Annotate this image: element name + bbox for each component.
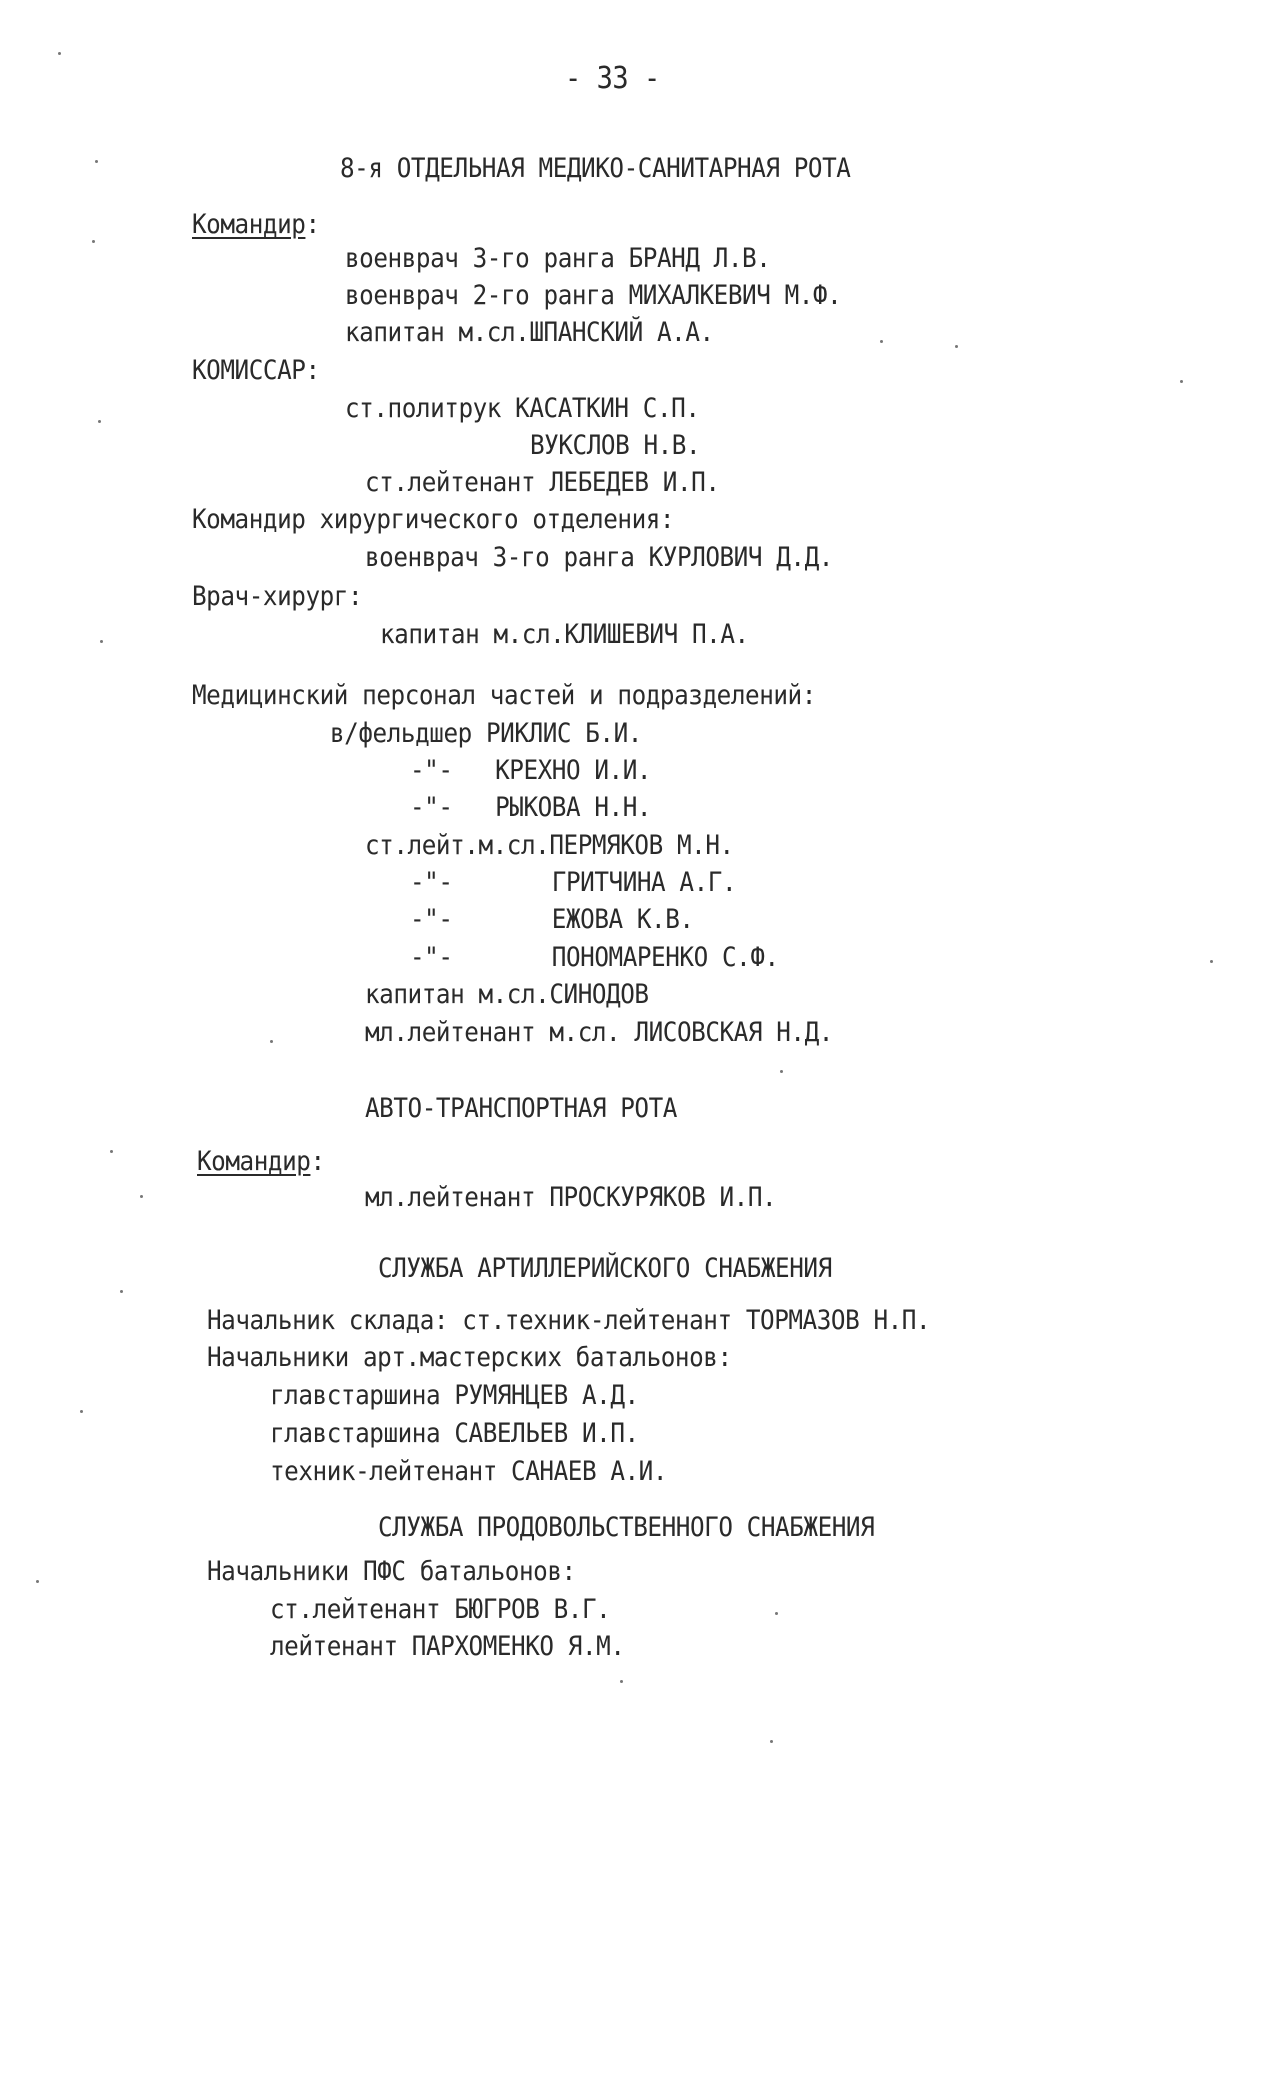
commissar-line: ст.лейтенант ЛЕБЕДЕВ И.П. <box>365 467 720 498</box>
food-head-line: лейтенант ПАРХОМЕНКО Я.М. <box>270 1631 625 1662</box>
scan-speck <box>140 1195 143 1198</box>
personnel-line: -"- ЕЖОВА К.В. <box>410 904 694 935</box>
scan-speck <box>955 345 958 348</box>
scan-speck <box>98 420 101 423</box>
transport-commander-label: Командир: <box>197 1146 325 1177</box>
page-number: - 33 - <box>565 61 660 96</box>
workshop-head-line: главстаршина САВЕЛЬЕВ И.П. <box>270 1418 639 1449</box>
scan-speck <box>620 1680 623 1683</box>
food-heads-label: Начальники ПФС батальонов: <box>207 1556 576 1587</box>
transport-commander-line: мл.лейтенант ПРОСКУРЯКОВ И.П. <box>365 1182 777 1213</box>
personnel-line: -"- ПОНОМАРЕНКО С.Ф. <box>410 942 779 973</box>
commissar-label: КОМИССАР: <box>192 355 320 386</box>
scan-speck <box>36 1580 39 1583</box>
commander-line: военврач 3-го ранга БРАНД Л.В. <box>345 243 771 274</box>
scan-speck <box>92 240 95 243</box>
scan-speck <box>770 1740 773 1743</box>
personnel-line: -"- КРЕХНО И.И. <box>410 755 652 786</box>
scan-speck <box>100 640 103 643</box>
personnel-line: мл.лейтенант м.сл. ЛИСОВСКАЯ Н.Д. <box>365 1017 833 1048</box>
surgeon-line: капитан м.сл.КЛИШЕВИЧ П.А. <box>380 619 749 650</box>
scan-speck <box>120 1290 123 1293</box>
scan-speck <box>110 1150 113 1153</box>
section-heading-transport-company: АВТО-ТРАНСПОРТНАЯ РОТА <box>365 1093 677 1124</box>
scan-speck <box>1180 380 1183 383</box>
commander-line: капитан м.сл.ШПАНСКИЙ А.А. <box>345 317 714 348</box>
surgical-head-label: Командир хирургического отделения: <box>192 504 675 535</box>
personnel-line: капитан м.сл.СИНОДОВ <box>365 979 649 1010</box>
food-head-line: ст.лейтенант БЮГРОВ В.Г. <box>270 1594 611 1625</box>
section-heading-medical-company: 8-я ОТДЕЛЬНАЯ МЕДИКО-САНИТАРНАЯ РОТА <box>340 153 851 184</box>
commissar-line: ВУКСЛОВ Н.В. <box>530 430 701 461</box>
scan-speck <box>1210 960 1213 963</box>
commander-label: Командир: <box>192 209 320 240</box>
scan-speck <box>780 1070 783 1073</box>
workshop-head-line: главстаршина РУМЯНЦЕВ А.Д. <box>270 1380 639 1411</box>
scan-speck <box>775 1612 778 1615</box>
personnel-line: в/фельдшер РИКЛИС Б.И. <box>330 718 642 749</box>
personnel-label: Медицинский персонал частей и подразделений: <box>192 680 816 711</box>
personnel-line: -"- РЫКОВА Н.Н. <box>410 792 652 823</box>
surgical-head-line: военврач 3-го ранга КУРЛОВИЧ Д.Д. <box>365 542 833 573</box>
scan-speck <box>95 160 98 163</box>
scan-speck <box>270 1040 273 1043</box>
scan-speck <box>58 52 61 55</box>
workshop-head-line: техник-лейтенант САНАЕВ А.И. <box>270 1456 668 1487</box>
commander-line: военврач 2-го ранга МИХАЛКЕВИЧ М.Ф. <box>345 280 842 311</box>
workshops-label: Начальники арт.мастерских батальонов: <box>207 1342 732 1373</box>
warehouse-head-line: Начальник склада: ст.техник-лейтенант ТОРМАЗОВ Н.П. <box>207 1305 931 1336</box>
scan-speck <box>80 1410 83 1413</box>
section-heading-artillery-supply: СЛУЖБА АРТИЛЛЕРИЙСКОГО СНАБЖЕНИЯ <box>378 1253 832 1284</box>
commissar-line: ст.политрук КАСАТКИН С.П. <box>345 393 700 424</box>
surgeon-label: Врач-хирург: <box>192 581 363 612</box>
personnel-line: -"- ГРИТЧИНА А.Г. <box>410 867 737 898</box>
personnel-line: ст.лейт.м.сл.ПЕРМЯКОВ М.Н. <box>365 830 734 861</box>
section-heading-food-supply: СЛУЖБА ПРОДОВОЛЬСТВЕННОГО СНАБЖЕНИЯ <box>378 1512 875 1543</box>
scan-speck <box>880 340 883 343</box>
